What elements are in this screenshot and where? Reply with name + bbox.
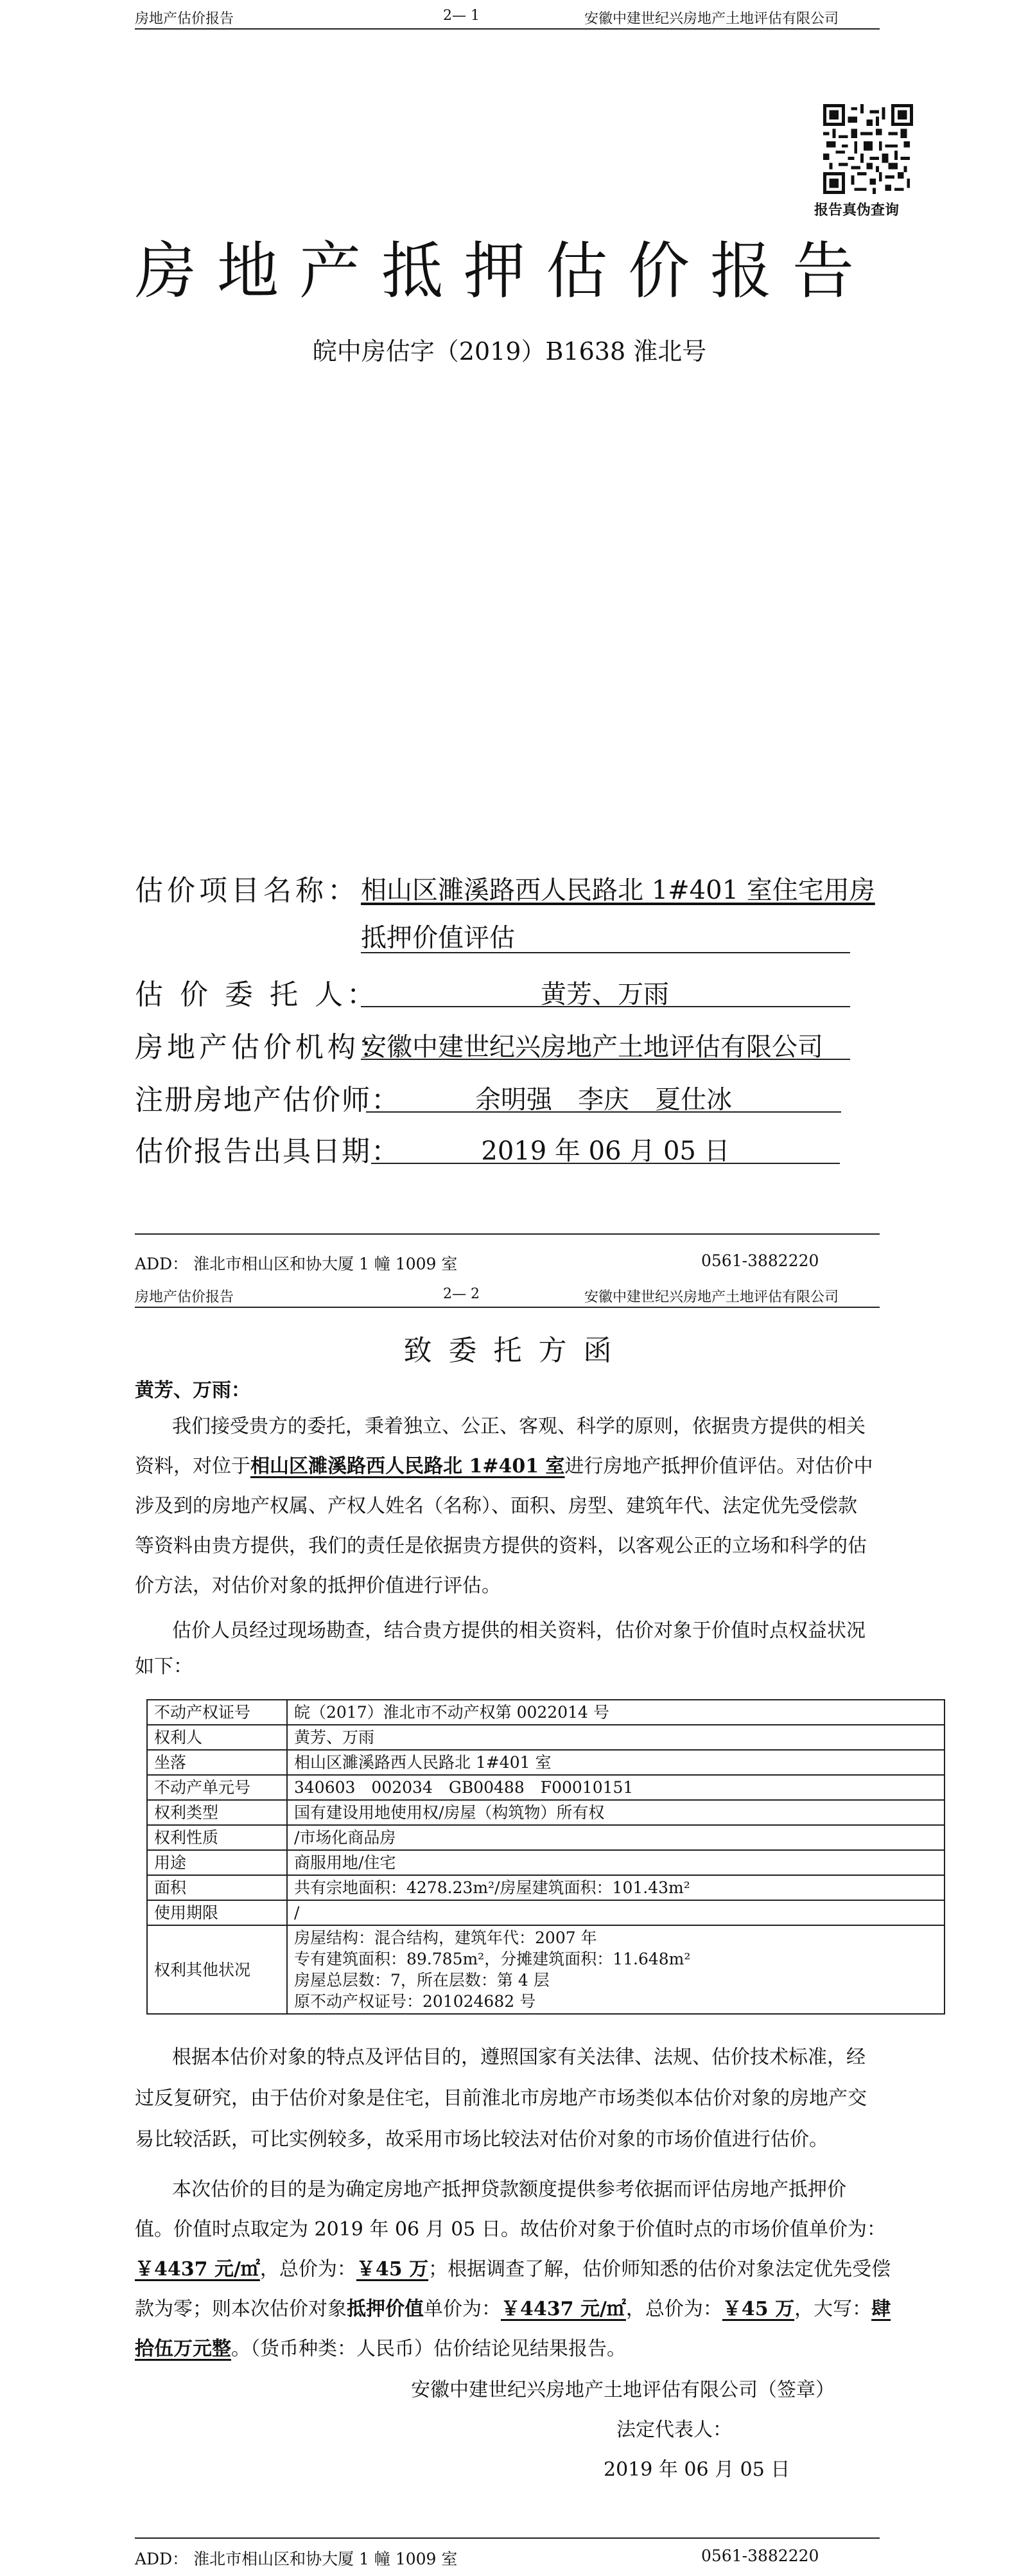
para3-line3: 易比较活跃，可比实例较多，故采用市场比较法对估价对象的市场价值进行估价。 [135,2128,828,2151]
table-key: 使用期限 [147,1900,287,1925]
table-value: /市场化商品房 [287,1825,945,1850]
report-main-title: 房地产抵押估价报告 [135,235,875,307]
para1-line2: 资料，对位于相山区濉溪路西人民路北 1#401 室进行房地产抵押价值评估。对估价中 [135,1455,873,1478]
table-key: 权利人 [147,1725,287,1750]
other-status-line: 专有建筑面积：89.785m²，分摊建筑面积：11.648m² [294,1950,691,1968]
agency-underline [361,1059,850,1060]
table-key: 权利其他状况 [147,1925,287,2014]
report-date-underline [371,1163,840,1164]
para4-line4: 款为零；则本次估价对象抵押价值单价为：￥4437 元/㎡，总价为：￥45 万，大写：肆 [135,2298,891,2320]
table-row [147,1750,945,1775]
report-number: 皖中房估字（2019）B1638 淮北号 [312,337,707,366]
page1-header-right: 安徽中建世纪兴房地产土地评估有限公司 [584,11,839,27]
other-status-line: 房屋总层数：7，所在层数：第 4 层 [294,1971,550,1989]
para3-line2: 过反复研究，由于估价对象是住宅，目前淮北市房地产市场类似本估价对象的房地产交 [135,2087,867,2110]
client-value: 黄芳、万雨 [541,980,669,1009]
property-info-table [146,1699,945,2015]
table-row [147,1725,945,1750]
signature-date: 2019 年 06 月 05 日 [604,2458,790,2481]
page2-header-rule [135,1307,880,1308]
appraiser-value: 余明强 李庆 夏仕冰 [475,1085,732,1115]
client-label: 估 价 委 托 人： [135,978,379,1011]
project-name-line1: 相山区濉溪路西人民路北 1#401 室住宅用房 [361,876,875,905]
page1-footer-phone: 0561-3882220 [701,1251,819,1270]
table-row [147,1925,945,2014]
page2-header-page-number: 2— 2 [443,1286,480,1302]
signature-company: 安徽中建世纪兴房地产土地评估有限公司（签章） [411,2379,835,2401]
table-row [147,1775,945,1800]
table-key: 坐落 [147,1750,287,1775]
other-status-line: 房屋结构：混合结构，建筑年代：2007 年 [294,1928,597,1947]
qr-caption: 报告真伪查询 [814,202,900,218]
para2-line1: 估价人员经过现场勘查，结合贵方提供的相关资料，估价对象于价值时点权益状况 [172,1619,866,1642]
table-value: 国有建设用地使用权/房屋（构筑物）所有权 [287,1800,945,1825]
table-value: 相山区濉溪路西人民路北 1#401 室 [287,1750,945,1775]
page1-header-page-number: 2— 1 [443,8,480,24]
page1-header-left: 房地产估价报告 [135,11,234,27]
para1-line4: 等资料由贵方提供，我们的责任是依据贵方提供的资料，以客观公正的立场和科学的估 [135,1535,867,1557]
table-value: 340603 002034 GB00488 F00010151 [287,1775,945,1800]
para1-line3: 涉及到的房地产权属、产权人姓名（名称）、面积、房型、建筑年代、法定优先受偿款 [135,1495,857,1517]
client-underline [361,1006,850,1007]
page1-footer-rule [135,1233,880,1235]
page2-footer-phone: 0561-3882220 [701,2546,819,2565]
table-value: / [287,1900,945,1925]
other-status-line: 原不动产权证号：201024682 号 [294,1992,536,2011]
table-row [147,1800,945,1825]
para3-line1: 根据本估价对象的特点及评估目的，遵照国家有关法律、法规、估价技术标准，经 [172,2046,866,2069]
table-value: 商服用地/住宅 [287,1850,945,1875]
report-date-value: 2019 年 06 月 05 日 [481,1136,730,1166]
signature-representative: 法定代表人： [616,2419,732,2441]
para4-line3: ￥4437 元/㎡，总价为：￥45 万；根据调查了解，估价师知悉的估价对象法定优先受偿 [135,2258,891,2280]
table-value [287,1925,945,2014]
table-key: 权利性质 [147,1825,287,1850]
table-value: 黄芳、万雨 [287,1725,945,1750]
para1-line1: 我们接受贵方的委托，秉着独立、公正、客观、科学的原则，依据贵方提供的相关 [172,1415,866,1438]
page1-header-rule [135,28,880,30]
project-name-label: 估价项目名称： [135,874,360,907]
letter-title: 致 委 托 方 函 [403,1334,616,1367]
para2-line2: 如下： [135,1655,193,1678]
qr-code-icon[interactable] [823,104,913,194]
agency-value: 安徽中建世纪兴房地产土地评估有限公司 [361,1032,823,1062]
appraiser-label: 注册房地产估价师： [135,1084,401,1116]
table-key: 面积 [147,1875,287,1900]
table-value: 共有宗地面积：4278.23m²/房屋建筑面积：101.43m² [287,1875,945,1900]
para1-line5: 价方法，对估价对象的抵押价值进行评估。 [135,1575,501,1597]
table-row [147,1875,945,1900]
table-row [147,1700,945,1725]
page1-footer-address: ADD： 淮北市相山区和协大厦 1 幢 1009 室 [135,1255,458,1273]
para4-line5: 拾伍万元整。（货币种类：人民币）估价结论见结果报告。 [135,2338,626,2360]
table-key: 不动产单元号 [147,1775,287,1800]
table-row [147,1825,945,1850]
report-date-label: 估价报告出具日期： [135,1135,401,1168]
para4-line2: 值。价值时点取定为 2019 年 06 月 05 日。故估价对象于价值时点的市场价值单价为： [135,2218,886,2241]
page2-header-left: 房地产估价报告 [135,1289,234,1305]
table-key: 权利类型 [147,1800,287,1825]
agency-label: 房地产估价机构： [135,1031,392,1064]
table-value: 皖（2017）淮北市不动产权第 0022014 号 [287,1700,945,1725]
project-name-underline [361,952,850,953]
appraiser-underline [366,1111,841,1113]
table-key: 用途 [147,1850,287,1875]
page2-footer-rule [135,2537,880,2539]
table-row [147,1850,945,1875]
letter-salutation: 黄芳、万雨： [135,1379,250,1402]
project-name-line2: 抵押价值评估 [361,923,515,953]
table-key: 不动产权证号 [147,1700,287,1725]
table-row [147,1900,945,1925]
page2-header-right: 安徽中建世纪兴房地产土地评估有限公司 [584,1289,839,1305]
para4-line1: 本次估价的目的是为确定房地产抵押贷款额度提供参考依据而评估房地产抵押价 [172,2178,846,2201]
page2-footer-address: ADD： 淮北市相山区和协大厦 1 幢 1009 室 [135,2550,458,2568]
